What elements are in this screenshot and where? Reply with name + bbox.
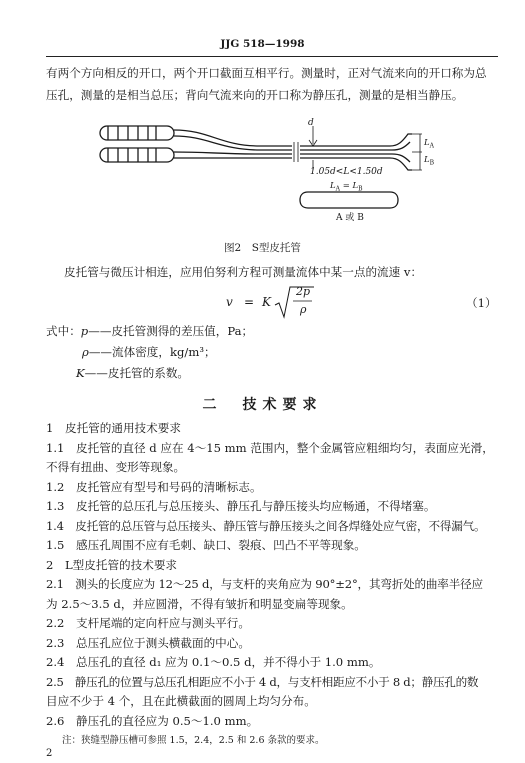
req-2-6: 2.6 静压孔的直径应为 0.5～1.0 mm。 bbox=[46, 713, 259, 728]
intro-line-1: 有两个方向相反的开口，两个开口截面互相平行。测量时，正对气流来向的开口称为总 bbox=[46, 66, 487, 80]
note: 注：狭缝型静压槽可参照 1.5，2.4，2.5 和 2.6 条款的要求。 bbox=[62, 735, 325, 746]
req-1-4: 1.4 皮托管的总压管与总压接头、静压管与静压接头之间各焊缝处应气密，不得漏气。 bbox=[46, 518, 486, 533]
formula-denominator: ρ bbox=[300, 303, 307, 316]
la-label: $L_A$ bbox=[424, 138, 434, 150]
definition-p: 式中：p——皮托管测得的差压值，Pa； bbox=[46, 324, 254, 338]
req-2-5: 2.5 静压孔的位置与总压孔相距应不小于 4 d，与支杆相距应不小于 8 d；静压孔的数 bbox=[46, 674, 479, 689]
req-1-3: 1.3 皮托管的总压孔与总压接头、静压孔与静压接头均应畅通，不得堵塞。 bbox=[46, 499, 436, 513]
definition-k: K——皮托管的系数。 bbox=[76, 366, 190, 380]
ab-label: A 或 B bbox=[336, 213, 364, 223]
req-2-5-cont: 目应不少于 4 个，且在此横截面的圆周上均匀分布。 bbox=[46, 694, 316, 708]
req-1: 1 皮托管的通用技术要求 bbox=[46, 421, 181, 435]
standard-code: JJG 518—1998 bbox=[220, 38, 305, 50]
req-2-4: 2.4 总压孔的直径 d₁ 应为 0.1～0.5 d，并不得小于 1.0 mm。 bbox=[46, 655, 381, 669]
velocity-formula bbox=[226, 285, 346, 321]
formula-equals: = bbox=[244, 295, 255, 309]
section-title: 二 技术要求 bbox=[202, 397, 323, 413]
req-2-2: 2.2 支杆尾端的定向杆应与测头平行。 bbox=[46, 616, 250, 630]
req-1-1-cont: 不得有扭曲、变形等现象。 bbox=[46, 460, 186, 474]
req-2-3: 2.3 总压孔应位于测头横截面的中心。 bbox=[46, 635, 250, 650]
range-label: 1.05d<L<1.50d bbox=[310, 167, 383, 177]
req-2-1-cont: 为 2.5～3.5 d，并应圆滑，不得有皱折和明显变扁等现象。 bbox=[46, 596, 353, 611]
page-number: 2 bbox=[46, 748, 53, 759]
req-2-1: 2.1 测头的长度应为 12～25 d，与支杆的夹角应为 90°±2°，其弯折处的曲率半径应 bbox=[46, 577, 483, 591]
upper-connector-icon bbox=[100, 126, 174, 140]
lb-label: $L_B$ bbox=[424, 155, 435, 167]
diameter-label: d bbox=[308, 118, 314, 128]
lower-connector-icon bbox=[100, 148, 174, 162]
req-1-2: 1.2 皮托管应有型号和号码的清晰标志。 bbox=[46, 479, 262, 494]
formula-number: （1） bbox=[466, 296, 497, 310]
formula-lhs: v bbox=[226, 295, 233, 309]
intro-line-2: 压孔，测量的是相当总压；背向气流来向的开口称为静压孔，测量的是相当静压。 bbox=[46, 88, 464, 102]
definition-rho: ρ——流体密度，kg/m³； bbox=[82, 345, 216, 359]
req-1-1: 1.1 皮托管的直径 d 应在 4～15 mm 范围内，整个金属管应粗细均匀，表面应光滑， bbox=[46, 440, 494, 455]
formula-intro: 皮托管与微压计相连，应用伯努利方程可测量流体中某一点的流速 v： bbox=[64, 265, 423, 279]
equal-label: $L_A = L_B$ bbox=[330, 181, 363, 193]
req-2: 2 L型皮托管的技术要求 bbox=[46, 557, 178, 572]
figure-caption: 图2 S型皮托管 bbox=[224, 242, 301, 254]
formula-k: K bbox=[262, 295, 271, 309]
req-1-5: 1.5 感压孔周围不应有毛刺、缺口、裂痕、凹凸不平等现象。 bbox=[46, 538, 366, 552]
header-rule bbox=[46, 56, 498, 57]
s-type-pitot-diagram bbox=[90, 112, 450, 230]
formula-numerator: 2p bbox=[296, 285, 311, 298]
